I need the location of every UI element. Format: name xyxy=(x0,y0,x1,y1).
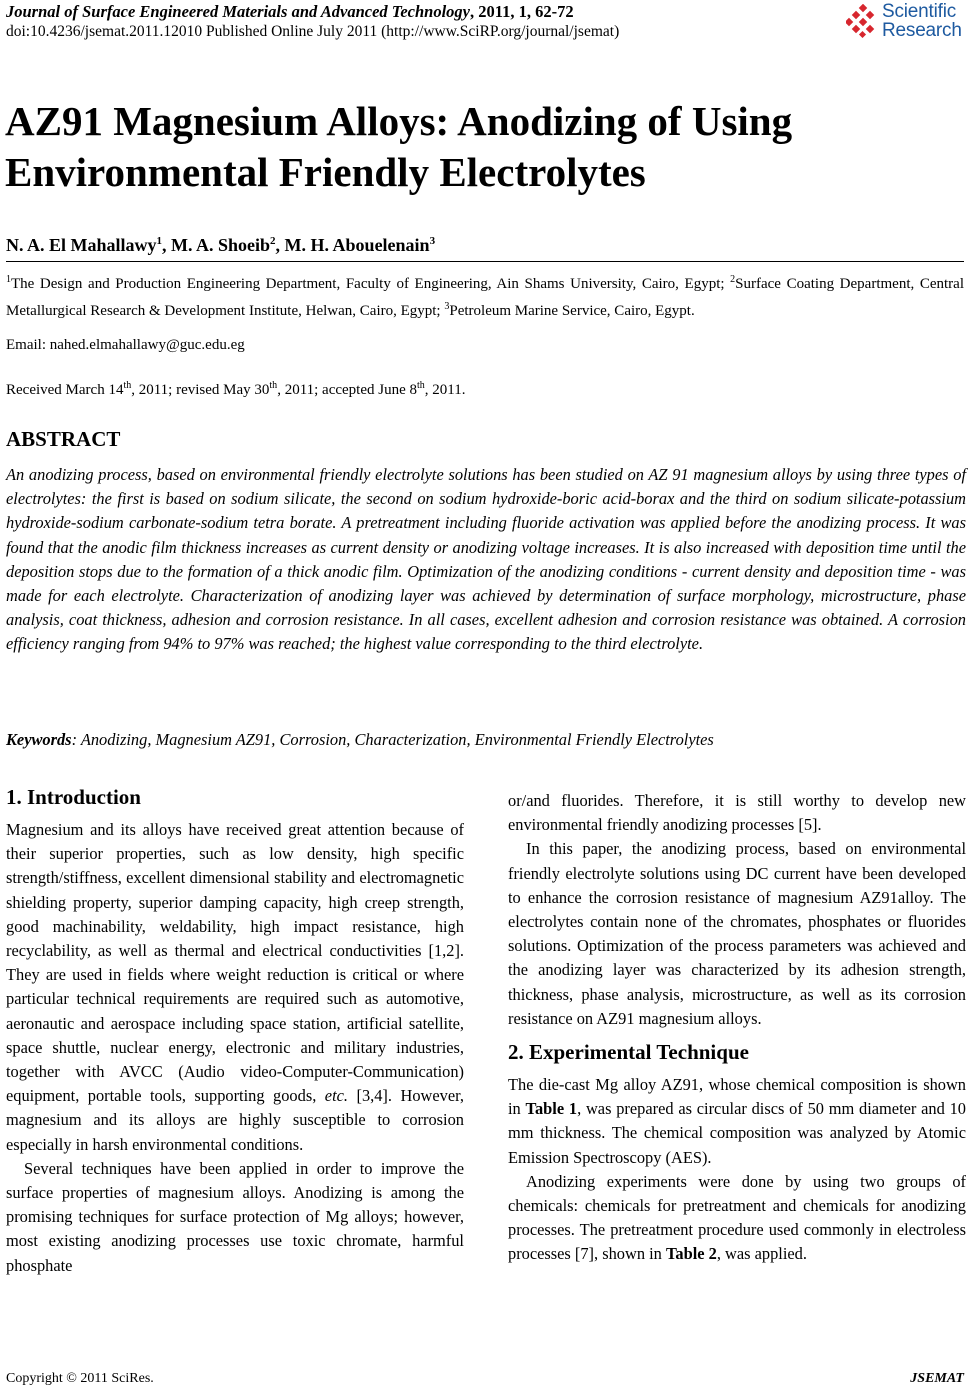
doi-line: doi:10.4236/jsemat.2011.12010 Published Online July 2011 (http://www.SciRP.org/journal/jsemat) xyxy=(6,23,620,40)
journal-abbreviation: JSEMAT xyxy=(910,1371,964,1386)
journal-header xyxy=(6,2,726,42)
publisher-name xyxy=(882,2,962,40)
abstract-heading: ABSTRACT xyxy=(6,427,121,451)
author-1: N. A. El Mahallawy xyxy=(6,235,157,255)
author-separator: , xyxy=(162,235,172,255)
scirp-logo-icon xyxy=(846,4,880,38)
table-2-ref[interactable]: Table 2 xyxy=(665,1244,717,1264)
title-line-2: Environmental Friendly Electrolytes xyxy=(5,149,646,195)
affil-marker-3: 3 xyxy=(444,300,450,312)
accepted-date: , 2011; accepted June 8 xyxy=(277,382,417,398)
copyright-notice: Copyright © 2011 SciRes. xyxy=(6,1371,154,1386)
keywords-line xyxy=(6,729,714,751)
affiliations xyxy=(6,269,964,322)
revised-date: , 2011; revised May 30 xyxy=(131,382,270,398)
received-date: Received March 14 xyxy=(6,382,124,398)
section-heading-introduction: 1. Introduction xyxy=(6,785,141,809)
author-3: M. H. Abouelenain xyxy=(284,235,430,255)
intro-paragraph-1 xyxy=(6,818,464,1157)
intro-paragraph-3: or/and fluorides. Therefore, it is still worthy to develop new environmental friendly anodizing processes [5]. xyxy=(508,791,966,835)
abstract-body: An anodizing process, based on environmental friendly electrolyte solutions has been studied on AZ 91 magnesium alloys by using three types of electrolytes: the first is based on sodium silicate, the second on sodium hydroxide-boric acid-borax and the third on sodium silicate-potassium hydroxide-sodium carbonate-sodium tetra borate. A pretreatment including fluoride activation was applied before the anodizing process. It was found that the anodic film thickness increases as current density or anodizing voltage increases. It is also increased with deposition time until the deposition stops due to the formation of a thick anodic film. Optimization of the anodizing conditions - current density and deposition time - was made for each electrolyte. Characterization of anodizing layer was achieved by determination of surface morphology, microstructure, phase analysis, coat thickness, adhesion and corrosion resistance. In all cases, excellent adhesion and corrosion resistance was obtained. A corrosion efficiency ranging from 94% to 97% was reached; the highest value corresponding to the third electrolyte. xyxy=(6,465,966,654)
table-1-ref[interactable]: Table 1 xyxy=(525,1099,578,1119)
journal-citation xyxy=(6,2,726,22)
affiliation-1: The Design and Production Engineering Department, Faculty of Engineering, Ain Shams University, Cairo, Egypt; xyxy=(11,276,731,292)
affiliation-2: Surface Coating Department, Central Metallurgical Research & Development Institute, Helwan, Cairo, Egypt; xyxy=(6,276,965,319)
affil-marker-2: 2 xyxy=(730,274,736,285)
exp-p1-end: , was prepared as circular discs of 50 mm diameter and 10 mm thickness. The chemical composition was analyzed by Atomic Emission Spectroscopy (AES). xyxy=(508,1099,966,1167)
exp-p1-text: The die-cast Mg alloy AZ91, whose chemical composition is shown in xyxy=(508,1075,966,1119)
exp-p2-end: , was applied. xyxy=(716,1244,807,1264)
author-2: M. A. Shoeib xyxy=(171,235,271,255)
author-list xyxy=(6,229,435,257)
logo-line-2: Research xyxy=(882,20,962,41)
journal-name: Journal of Surface Engineered Materials and Advanced Technology xyxy=(6,2,471,21)
ordinal-suffix: th xyxy=(123,380,132,391)
publisher-logo xyxy=(846,2,966,44)
keywords-label: Keywords xyxy=(6,730,72,749)
intro-paragraph-4: In this paper, the anodizing process, based on environmental friendly electrolyte solutions using DC current have been developed to enhance the corrosion resistance of magnesium AZ91alloy. The electrolytes contain none of the chromates, phosphates or fluorides solutions. Optimization of the process parameters was achieved and the anodizing layer was characterized by its adhesion strength, thickness, phase analysis, microstructure, as well as its corrosion resistance on AZ91 magnesium alloys. xyxy=(508,839,966,1028)
ordinal-suffix: th xyxy=(269,380,278,391)
intro-paragraph-2: Several techniques have been applied in order to improve the surface properties of magnesium alloys. Anodizing is among the promising techniques for surface protection of Mg alloys; however, most existing anodizing processes use toxic chromate, harmful phosphate xyxy=(6,1158,464,1275)
left-column xyxy=(6,784,464,1278)
contact-email: Email: nahed.elmahallawy@guc.edu.eg xyxy=(6,337,245,353)
section-heading-experimental: 2. Experimental Technique xyxy=(508,1040,749,1065)
date-end: , 2011. xyxy=(424,382,466,398)
keywords-list: : Anodizing, Magnesium AZ91, Corrosion, Characterization, Environmental Friendly Electrolytes xyxy=(71,730,714,749)
author-3-affil: 3 xyxy=(429,235,436,247)
header-divider xyxy=(6,261,964,262)
right-column xyxy=(508,789,966,1267)
intro-p1-end: [3,4]. However, magnesium and its alloys are highly susceptible to corrosion especially in harsh environmental conditions. xyxy=(6,1086,464,1154)
paper-title xyxy=(5,96,965,198)
exp-p2-text: Anodizing experiments were done by using two groups of chemicals: chemicals for pretreatment and chemicals for anodizing processes. The pretreatment procedure used commonly in electroless processes [7], shown in xyxy=(508,1171,966,1264)
received-dates xyxy=(6,375,465,401)
logo-line-1: Scientific xyxy=(882,1,957,22)
experimental-paragraph-2 xyxy=(508,1170,966,1267)
ordinal-suffix: th xyxy=(417,380,425,391)
author-1-affil: 1 xyxy=(156,235,163,247)
intro-p1-etc: etc. xyxy=(324,1086,348,1106)
author-2-affil: 2 xyxy=(270,235,276,247)
intro-p1-text: Magnesium and its alloys have received great attention because of their superior properties, such as low density, high specific strength/stiffness, excellent dimensional stability and electromagnetic shielding property, superior damping capacity, high creep strength, good machinability, weldability, high impact resistance, high recyclability, as well as thermal and electrical conductivities [1,2]. They are used in fields where weight reduction is critical or where particular technical requirements are required such as automotive, aeronautic and aerospace including space station, artificial satellite, space shuttle, nuclear energy, electronic and military industries, together with AVCC (Audio video-Computer-Communication) equipment, portable tools, supporting goods, xyxy=(6,820,464,1106)
journal-volume: , 2011, 1, 62-72 xyxy=(470,2,574,21)
affil-marker-1: 1 xyxy=(6,274,11,285)
author-separator: , xyxy=(275,235,285,255)
affiliation-3: Petroleum Marine Service, Cairo, Egypt. xyxy=(449,302,695,319)
title-line-1: AZ91 Magnesium Alloys: Anodizing of Using xyxy=(5,98,793,144)
experimental-paragraph-1 xyxy=(508,1073,966,1170)
